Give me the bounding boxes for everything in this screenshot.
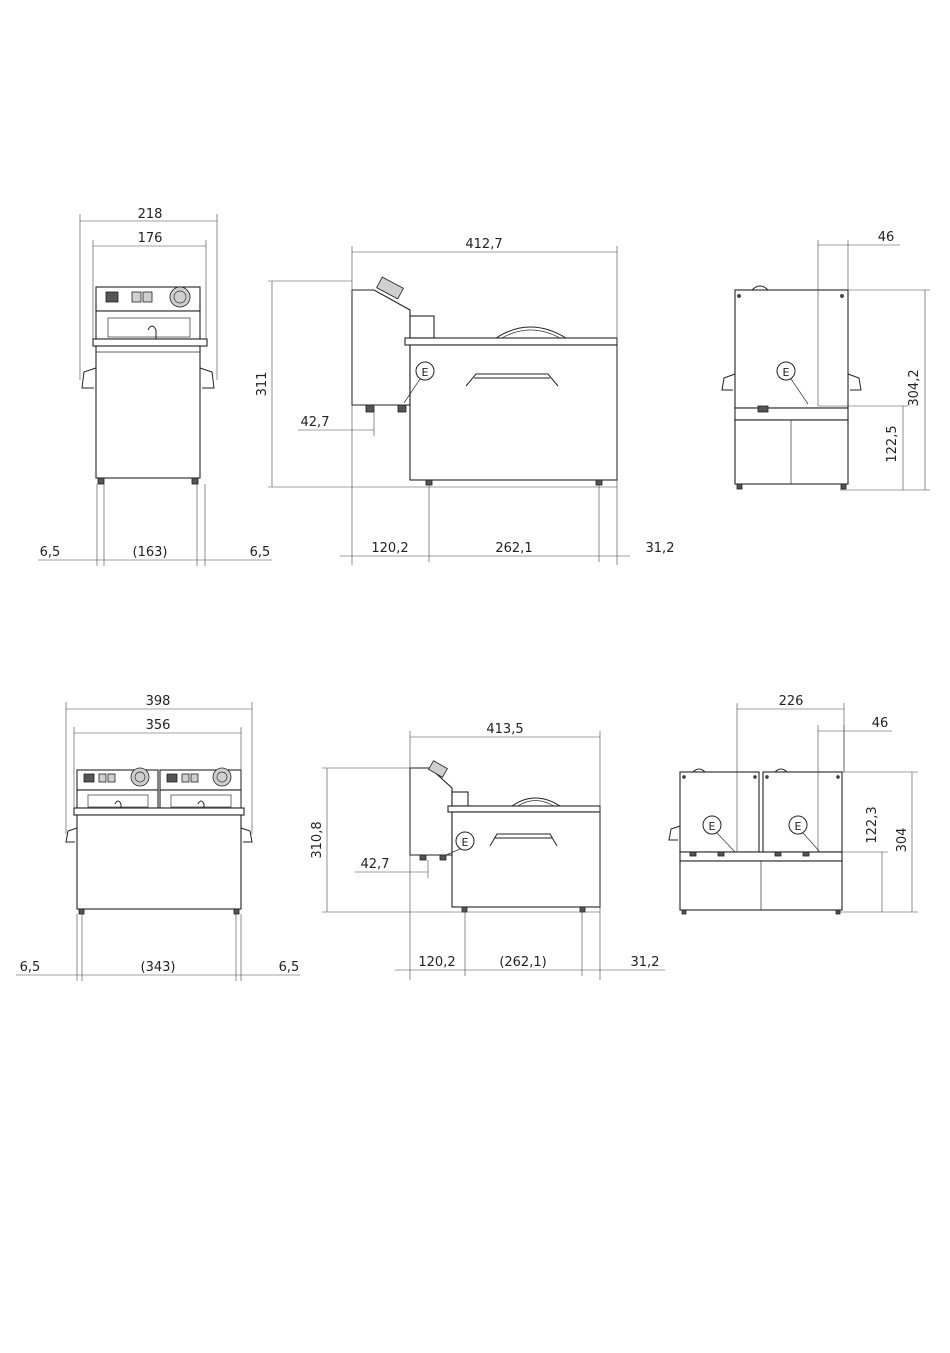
single-rear-view [722, 286, 861, 489]
dim-double-side-front-leg: 120,2 [418, 955, 456, 970]
dim-single-side-panel-offset: 42,7 [300, 415, 330, 430]
dim-single-side-front-leg: 120,2 [371, 541, 409, 556]
dim-single-side-rear-leg: 31,2 [645, 541, 675, 556]
single-side-marker: E [421, 366, 429, 379]
dim-double-front-overall-width: 398 [145, 694, 171, 709]
dim-double-rear-edge-offset: 46 [871, 716, 889, 731]
double-side-marker: E [461, 836, 469, 849]
dim-double-front-side-left: 6,5 [19, 960, 41, 975]
dim-single-side-depth: 412,7 [465, 237, 503, 252]
dim-double-rear-half-width: 226 [778, 694, 804, 709]
dim-single-front-inner-width: 176 [137, 231, 163, 246]
dim-double-side-leg-span: (262,1) [499, 955, 547, 970]
dim-single-front-leg-span: (163) [132, 545, 168, 560]
double-front-view [66, 768, 252, 914]
double-side-view [410, 761, 600, 912]
dim-single-rear-height: 304,2 [907, 369, 922, 407]
single-front-view [82, 287, 214, 484]
double-rear-view [669, 769, 842, 914]
dim-single-side-height: 311 [255, 371, 270, 397]
dim-single-rear-edge-offset: 46 [877, 230, 895, 245]
dim-single-side-leg-span: 262,1 [495, 541, 533, 556]
dim-double-side-height: 310,8 [310, 821, 325, 859]
dim-double-side-rear-leg: 31,2 [630, 955, 660, 970]
double-rear-marker-right: E [794, 820, 802, 833]
dim-single-front-overall-width: 218 [137, 207, 163, 222]
single-side-view [352, 277, 617, 485]
double-rear-marker-left: E [708, 820, 716, 833]
dim-double-side-panel-offset: 42,7 [360, 857, 390, 872]
dim-double-side-depth: 413,5 [486, 722, 524, 737]
single-rear-marker: E [782, 366, 790, 379]
dim-double-rear-height: 304 [895, 827, 910, 853]
dim-single-rear-lower-height: 122,5 [885, 425, 900, 463]
dim-single-front-side-right: 6,5 [249, 545, 271, 560]
dim-double-rear-lower-height: 122,3 [865, 806, 880, 844]
dim-single-front-side-left: 6,5 [39, 545, 61, 560]
dim-double-front-leg-span: (343) [140, 960, 176, 975]
dim-double-front-side-right: 6,5 [278, 960, 300, 975]
dim-double-front-inner-width: 356 [145, 718, 171, 733]
